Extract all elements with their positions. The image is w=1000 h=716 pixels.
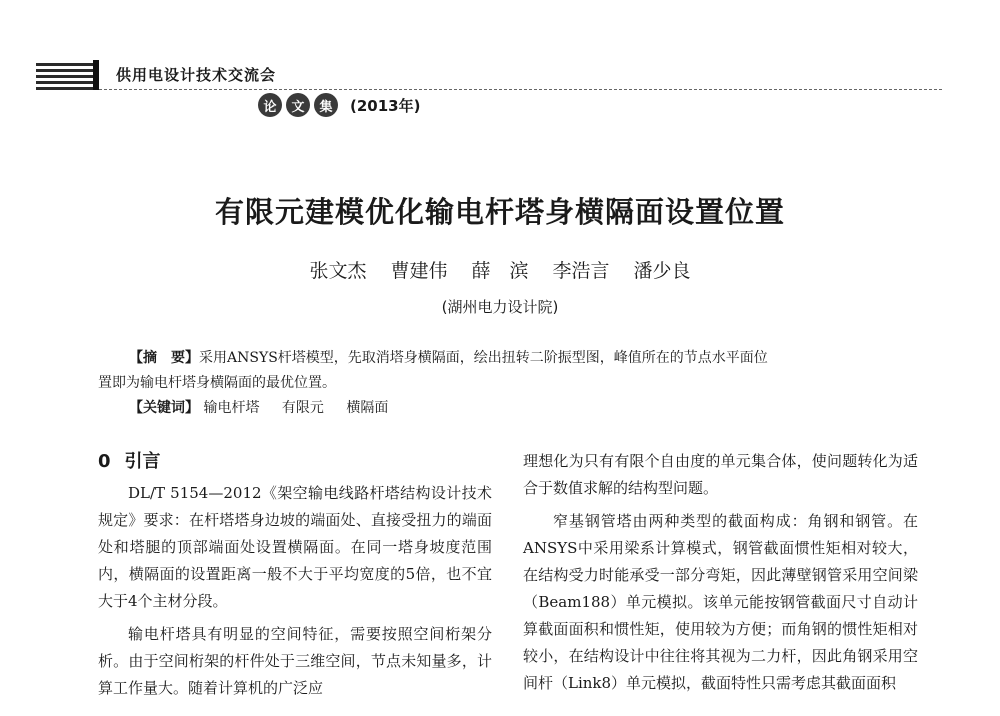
collection-label xyxy=(258,93,420,117)
abstract-block xyxy=(98,346,920,421)
abstract-line-1 xyxy=(98,346,920,371)
collection-seal-1: 论 xyxy=(258,93,282,117)
author: 薛 滨 xyxy=(471,260,529,282)
affiliation: (湖州电力设计院) xyxy=(441,298,559,316)
paper-title: 有限元建模优化输电杆塔身横隔面设置位置 xyxy=(214,195,785,229)
keyword: 输电杆塔 xyxy=(203,400,260,416)
collection-seal-3: 集 xyxy=(314,93,338,117)
abstract-label: 【摘 要】 xyxy=(129,350,199,366)
header-vertical-bar xyxy=(93,60,99,90)
abstract-text-1: 采用ANSYS杆塔模型，先取消塔身横隔面，绘出扭转二阶振型图，峰值所在的节点水平面位 xyxy=(199,350,768,366)
author: 张文杰 xyxy=(309,260,367,282)
keyword: 横隔面 xyxy=(346,400,389,416)
body-paragraph: DL/T 5154—2012《架空输电线路杆塔结构设计技术规定》要求：在杆塔塔身边坡的端面处、直接受扭力的端面处和塔腿的顶部端面处设置横隔面。在同一塔身坡度范围内，横隔面的设置距离一般不大于平均宽度的5倍，也不宜大于4个主材分段。 xyxy=(98,484,492,610)
section-title: 引言 xyxy=(124,451,161,472)
body-paragraph: 理想化为只有有限个自由度的单元集合体，使问题转化为适合于数值求解的结构型问题。 xyxy=(523,452,918,497)
keyword: 有限元 xyxy=(281,400,324,416)
section-heading xyxy=(98,450,492,474)
collection-seal-2: 文 xyxy=(286,93,310,117)
section-number: 0 xyxy=(98,451,111,472)
author: 李浩言 xyxy=(552,260,610,282)
header-dashed-rule xyxy=(99,89,942,90)
author: 曹建伟 xyxy=(390,260,448,282)
body-paragraph: 窄基钢管塔由两种类型的截面构成：角钢和钢管。在ANSYS中采用梁系计算模式，钢管截面惯性矩相对较大，在结构受力时能承受一部分弯矩，因此薄壁钢管采用空间梁（Beam188）单元模拟。该单元能按钢管截面尺寸自动计算截面面积和惯性矩，使用较为方便；而角钢的惯性矩相对较小，在结构设计中往往将其视为二力杆，因此角钢采用空间杆（Link8）单元模拟，截面特性只需考虑其截面面积 xyxy=(523,512,918,692)
author-list xyxy=(0,256,1000,283)
body-left-column xyxy=(98,448,492,708)
author: 潘少良 xyxy=(633,260,691,282)
abstract-line-2: 置即为输电杆塔身横隔面的最优位置。 xyxy=(98,375,336,391)
keywords-line xyxy=(98,396,920,421)
header-decoration-bars xyxy=(36,61,94,89)
conference-name: 供用电设计技术交流会 xyxy=(116,66,277,84)
keywords-label: 【关键词】 xyxy=(129,400,199,416)
collection-year: (2013年) xyxy=(350,96,421,115)
body-paragraph: 输电杆塔具有明显的空间特征，需要按照空间桁架分析。由于空间桁架的杆件处于三维空间，节点未知量多，计算工作量大。随着计算机的广泛应 xyxy=(98,625,492,697)
body-right-column xyxy=(523,448,918,703)
